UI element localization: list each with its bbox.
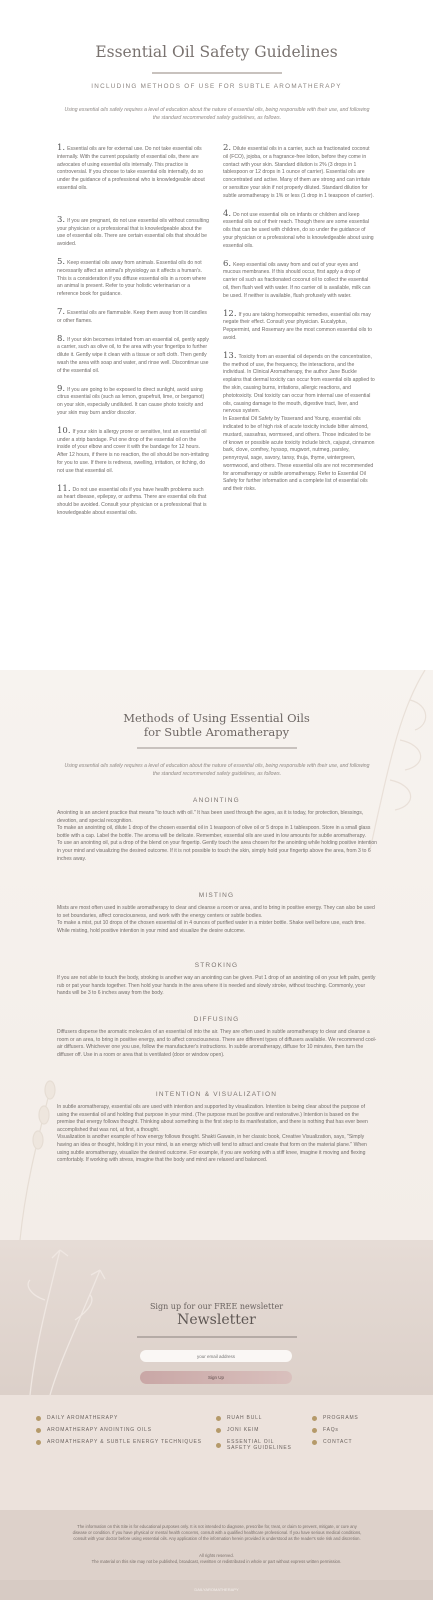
- bullet-icon: [36, 1440, 41, 1445]
- method-title-anointing: ANOINTING: [193, 797, 240, 804]
- bullet-icon: [312, 1428, 317, 1433]
- guideline-item-6: 6. Keep essential oils away from and out of your eyes and mucous membranes. If this should occur, first apply a drop of carrier oil such as fractionated coconut oil to collect the essential oil, then flush well with water. If no carrier oil is available, milk can be used. If neither is available, flush profusely with water.: [223, 258, 371, 299]
- method-body-intention: In subtle aromatherapy, essential oils are used with intention and supported by visualization. Intention is being clear about the purpose of using the essential oil and holding that purpose in your mind. (The purpose must be positive and restorative.) Intention is based on the premise that energy follows thought. Thinking about something is the first step to its manifestation, and there is nothing that has ever been accomplished that was not, at first, a thought. Visualization is another example of how energy follows thought. Shakti Gawain, in her classic book, Creative Visualization, says, "Simply having an idea or thought, holding it in your mind, is an energy which will tend to attract and create that form on the material plane." When using subtle aromatherapy, visualize the desired outcome. For example, if you are working with a stiff knee, imagine it moving and flexing comfortably. If working with stress, imagine that the body and mind are relaxed and balanced.: [57, 1104, 368, 1164]
- copyright-notice: All rights reserved. The material on this site may not be published, broadcast, rewritten or redistributed in whole or part without express written permission.: [91, 1553, 342, 1565]
- method-body-misting: Mists are most often used in subtle aromatherapy to clear and cleanse a room or area, and to bring in positive energy. They can also be used to set boundaries, affect consciousness, and work with the energy centers or subtle bodies. To make a mist, put 10 drops of the chosen essential oil in 4 ounces of purified water in a mister bottle. Shake well before use, each time. While misting, hold positive intention in your mind and visualize the desire outcome.: [57, 905, 375, 934]
- guidelines-left-column: [57, 145, 209, 518]
- footer-links: [0, 1395, 433, 1510]
- method-title-diffusing: DIFFUSING: [193, 1016, 240, 1023]
- page-subtitle: INCLUDING METHODS OF USE FOR SUBTLE AROMATHERAPY: [91, 83, 342, 90]
- methods-section: [0, 670, 433, 1240]
- guideline-item-2: 2. Dilute essential oils in a carrier, such as fractionated coconut oil (FCO), jojoba, or a fragrance-free lotion, before they come in contact with your skin. Standard dilution is 2% (3 drops in 1 tablespoon or 12 drops in 1 ounce of carrier). Essential oils are concentrated and active. Many of them are strong and can irritate or sensitize your skin if not properly diluted. Standard dilution for subtle aromatherapy is 1% or less (1 drop in 1 teaspoon of carrier).: [223, 143, 374, 199]
- method-body-stroking: If you are not able to touch the body, stroking is another way an anointing can be given. Put 1 drop of an anointing oil on your left palm, gently rub or pat your hands together. Then hold your hands in the area where it is needed and slowly stroke, without touching. Commonly, your hands will be 3 to 6 inches away from the body.: [57, 975, 376, 997]
- bullet-icon: [216, 1443, 221, 1448]
- guidelines-intro: Using essential oils safely requires a level of education about the nature of essential oils, being responsible with their use, and following the standard recommended safety guidelines, as follows.: [64, 107, 370, 121]
- bullet-icon: [216, 1428, 221, 1433]
- footer-link-safety-guidelines[interactable]: ESSENTIAL OIL SAFETY GUIDELINES: [216, 1439, 296, 1451]
- method-title-stroking: STROKING: [194, 962, 239, 969]
- bullet-icon: [312, 1416, 317, 1421]
- footer-link-anointing-oils[interactable]: AROMATHERAPY ANOINTING OILS: [36, 1427, 152, 1433]
- footer-link-joni-keim[interactable]: JONI KEIM: [216, 1427, 259, 1433]
- email-input[interactable]: [140, 1350, 292, 1362]
- newsletter-divider: [137, 1336, 297, 1338]
- methods-title: Methods of Using Essential Oils for Subtle Aromatherapy: [123, 711, 310, 739]
- bullet-icon: [216, 1416, 221, 1421]
- guideline-item-10: 10. If your skin is allergy prone or sensitive, test an essential oil under a strip bandage. Put one drop of the essential oil on the inside of your elbow and cover it with the bandage for 12 hours. After 12 hours, if there is no reaction, the oil should be non-irritating for you to use. If there is redness, swelling, irritation, or itching, do not use that essential oil.: [57, 425, 209, 474]
- site-footer-bar: [0, 1580, 433, 1600]
- methods-intro: Using essential oils safely requires a level of education about the nature of essential oils, being responsible with their use, and following the standard recommended safety guidelines, as follows.: [64, 763, 370, 777]
- footer-link-daily-aromatherapy[interactable]: DAILY AROMATHERAPY: [36, 1415, 118, 1421]
- safety-guidelines-section: [0, 0, 433, 660]
- disclaimer-text: The information on this Site is for educational purposes only. It is not intended to diagnose, prescribe for, treat, or claim to prevent, mitigate, or cure any disease or condition. If you have physical or mental health concerns, consult with a qualified healthcare professional. If you have serious medical conditions, consult with your doctor before using essential oils. Any application of the information herein provided is understood as the reader's sole risk and discretion.: [72, 1524, 362, 1542]
- method-body-diffusing: Diffusers disperse the aromatic molecules of an essential oil into the air. They are often used in subtle aromatherapy to clear and cleanse a room or an area, to bring in positive energy, and to affect consciousness. There are different types of diffusers available. We recommend cool-air diffusers. Whichever one you use, follow the manufacturer's instructions. In subtle aromatherapy, diffuse for 10 minutes, then turn the diffuser off. Use in a room or area that is ventilated (door or window open).: [57, 1029, 377, 1058]
- footer-link-subtle-energy[interactable]: AROMATHERAPY & SUBTLE ENERGY TECHNIQUES: [36, 1439, 202, 1445]
- guideline-item-11: 11. Do not use essential oils if you have health problems such as heart disease, epilepsy, or asthma. There are essential oils that should be avoided. Consult your physician or a professional that is knowledgeable about essential oils.: [57, 483, 207, 516]
- footer-link-faqs[interactable]: FAQs: [312, 1427, 339, 1433]
- guideline-item-5: 5. Keep essential oils away from animals. Essential oils do not necessarily affect an animal's physiology as it affects a human's. This is a consideration if you diffuse essential oils in a room where an animal is present. Refer to your holistic veterinarian or a reference book for guidance.: [57, 256, 207, 298]
- bullet-icon: [312, 1440, 317, 1445]
- disclaimer-section: [0, 1510, 433, 1580]
- guideline-item-13-extra: In Essential Oil Safety by Tisserand and Young, essential oils indicated to be of high risk of acute toxicity include bitter almond, mustard, sassafras, wormseed, and others. Those indicated to be of known or possible acute toxicity include birch, cajuput, cinnamon bark, clove, comfrey, hyssop, mugwort, nutmeg, parsley, pennyroyal, sage, savory, tansy, thuja, thyme, wintergreen, wormwood, and others. These essential oils are not recommended for aromatherapy or subtle aromatherapy. Refer to Essential Oil Safety for further information and a complete list of essential oils and their risks.: [223, 416, 375, 493]
- footer-link-contact[interactable]: CONTACT: [312, 1439, 352, 1445]
- method-title-misting: MISTING: [198, 892, 235, 899]
- newsletter-section: [0, 1240, 433, 1395]
- guideline-item-8: 8. If your skin becomes irritated from an essential oil, gently apply a carrier, such as olive oil, to the area with your fingertips to further dilute it. Gently wipe it clean with a tissue or soft cloth. Then gently wash the area with soap and water, and rinse well. Discontinue use of the essential oil.: [57, 333, 209, 374]
- guideline-item-13: 13. Toxicity from an essential oil depends on the concentration, the method of use, the frequency, the interactions, and the individual. In Clinical Aromatherapy, the author Jane Buckle explains that dermal toxicity can occur from essential oils applied to the skin, causing burns, irritations, allergic reactions, and phototoxicity. Oral toxicity can occur from internal use of essential oils, causing damage to the mouth, digestive tract, liver, and nervous system.: [223, 350, 375, 415]
- guideline-item-12: 12. If you are taking homeopathic remedies, essential oils may negate their effect. Consult your physician. Eucalyptus, Peppermint, and Rosemary are the most common essential oils to avoid.: [223, 308, 372, 341]
- guideline-item-3: 3. If you are pregnant, do not use essential oils without consulting your physician or a professional that is knowledgeable about the use of essential oils. There are certain essential oils that should be avoided.: [57, 214, 209, 248]
- guideline-item-7: 7. Essential oils are flammable. Keep them away from lit candles or other flames.: [57, 306, 207, 324]
- guidelines-right-column: [223, 145, 375, 494]
- guideline-item-9: 9. If you are going to be exposed to direct sunlight, avoid using citrus essential oils (such as lemon, grapefruit, lime, or bergamot) on your skin, especially undiluted. It can cause photo toxicity and your skin may burn and/or discolor.: [57, 383, 205, 416]
- bullet-icon: [36, 1416, 41, 1421]
- bullet-icon: [36, 1428, 41, 1433]
- newsletter-pretitle: Sign up for our FREE newsletter: [149, 1302, 284, 1311]
- site-name: DAILYAROMATHERAPY: [194, 1587, 239, 1592]
- guideline-item-4: 4. Do not use essential oils on infants or children and keep essential oils out of their reach. Though there are some essential oils that can be used with children, do so under the guidance of your physician or a professional who is knowledgeable about using essential oils.: [223, 208, 374, 249]
- methods-divider: [137, 747, 297, 749]
- footer-link-programs[interactable]: PROGRAMS: [312, 1415, 359, 1421]
- title-divider: [152, 72, 282, 74]
- method-title-intention: INTENTION & VISUALIZATION: [155, 1091, 278, 1098]
- sign-up-button[interactable]: Sign Up: [140, 1371, 292, 1384]
- page-title: Essential Oil Safety Guidelines: [95, 43, 338, 61]
- method-body-anointing: Anointing is an ancient practice that means "to touch with oil." It has been used through the ages, as it is today, for protection, blessings, devotion, and special recognition. To make an anointing oil, dilute 1 drop of the chosen essential oil in 1 teaspoon of olive oil or 5 drops in 1 tablespoon. Store in a small glass bottle with a cap. Label the bottle. The aroma will be delicate. Remember, essential oils are used in low amounts for subtle aromatherapy. To use an anointing oil, put a drop of the blend on your fingertip. Gently touch the area chosen for the anointing while holding positive intention in your mind and visualizing the desired outcome. If it is not possible to touch the skin, simply hold your fingertip above the area, from 3 to 6 inches away.: [57, 810, 377, 862]
- footer-link-ruah-bull[interactable]: RUAH BULL: [216, 1415, 262, 1421]
- newsletter-title: Newsletter: [177, 1312, 256, 1328]
- guideline-item-1: 1. Essential oils are for external use. Do not take essential oils internally. With the current popularity of essential oils, there are advocates of using essential oils internally. This practice is controversial. If you choose to take essential oils internally, do so under the guidance of a professional who is knowledgeable about essential oils.: [57, 143, 205, 191]
